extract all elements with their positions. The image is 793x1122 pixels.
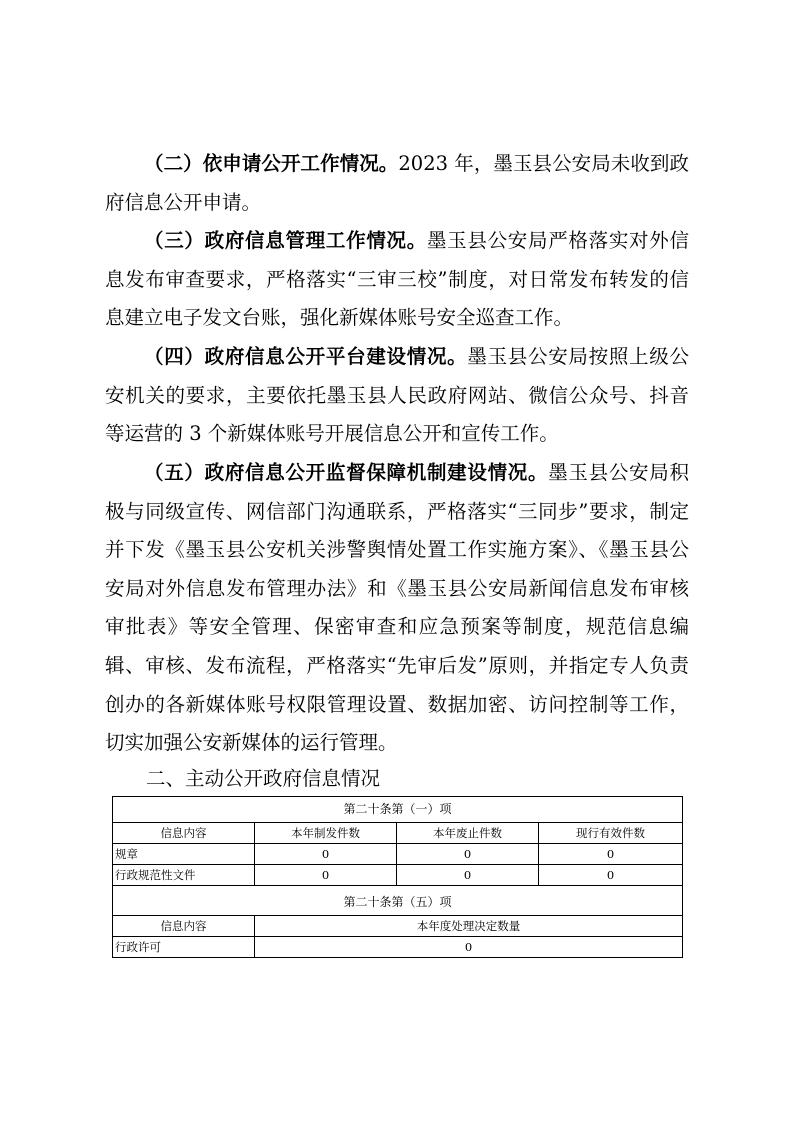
table-cell: 0: [255, 844, 397, 865]
table-section-title-row: [113, 797, 683, 823]
paragraph-body: 2023 年，墨玉县公安局未收到政府信息公开申请。: [105, 152, 689, 214]
row-label: 行政规范性文件: [113, 865, 255, 886]
table-cell: 0: [397, 844, 539, 865]
table-header-row: [113, 916, 683, 937]
table-row: [113, 937, 683, 958]
column-header: 本年制发件数: [255, 823, 397, 844]
paragraph-body: 墨玉县公安局积极与同级宣传、网信部门沟通联系，严格落实“三同步”要求，制定并下发《墨玉县公安机关涉警舆情处置工作实施方案》、《墨玉县公安局对外信息发布管理办法》和《墨玉县公安局新闻信息发布审核审批表》等安全管理、保密审查和应急预案等制度，规范信息编辑、审核、发布流程，严格落实“先审后发”原则，并指定专人负责创办的各新媒体账号权限管理设置、数据加密、访问控制等工作，切实加强公安新媒体的运行管理。: [105, 461, 689, 755]
paragraph-heading: （四）政府信息公开平台建设情况。: [144, 345, 468, 368]
paragraph-heading: （三）政府信息管理工作情况。: [144, 229, 427, 252]
row-label: 行政许可: [113, 937, 255, 958]
paragraph-supervision-mechanism: [105, 454, 689, 763]
table-cell: 0: [255, 937, 683, 958]
column-header: 信息内容: [113, 823, 255, 844]
section-heading: 二、主动公开政府信息情况: [146, 767, 381, 790]
paragraph-heading: （二）依申请公开工作情况。: [144, 152, 399, 175]
paragraph-heading: （五）政府信息公开监督保障机制建设情况。: [144, 461, 549, 484]
table-cell: 0: [539, 844, 683, 865]
column-header: 本年度处理决定数量: [255, 916, 683, 937]
disclosure-table: [112, 796, 683, 958]
paragraph-body: 墨玉县公安局严格落实对外信息发布审查要求，严格落实“三审三校”制度，对日常发布转发的信息建立电子发文台账，强化新媒体账号安全巡查工作。: [105, 229, 689, 330]
table-header-row: [113, 823, 683, 844]
section-title: 第二十条第（五）项: [113, 890, 683, 916]
table-row: [113, 865, 683, 886]
row-label: 规章: [113, 844, 255, 865]
table-cell: 0: [397, 865, 539, 886]
paragraph-application-disclosure: [105, 145, 689, 222]
paragraph-platform-construction: [105, 338, 689, 454]
table-section-title-row: [113, 890, 683, 916]
table-row: [113, 844, 683, 865]
paragraph-body: 墨玉县公安局按照上级公安机关的要求，主要依托墨玉县人民政府网站、微信公众号、抖音等运营的 3 个新媒体账号开展信息公开和宣传工作。: [105, 345, 689, 446]
column-header: 本年废止件数: [397, 823, 539, 844]
column-header: 信息内容: [113, 916, 255, 937]
section-title: 第二十条第（一）项: [113, 797, 683, 823]
table-cell: 0: [539, 865, 683, 886]
paragraph-information-management: [105, 222, 689, 338]
column-header: 现行有效件数: [539, 823, 683, 844]
table-cell: 0: [255, 865, 397, 886]
